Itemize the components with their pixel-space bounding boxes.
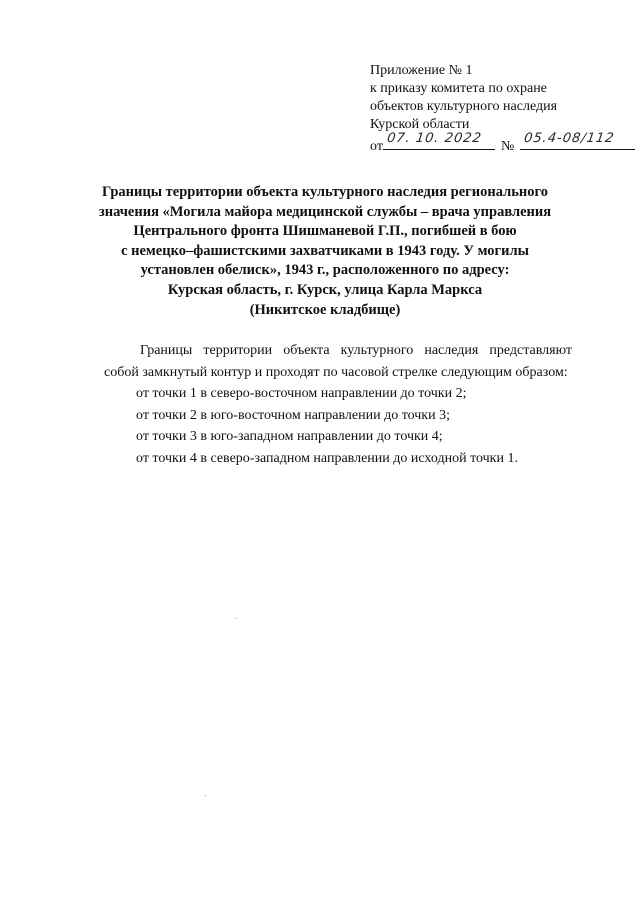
document-body: [104, 340, 572, 470]
title-line: установлен обелиск», 1943 г., расположенного по адресу:: [140, 262, 510, 279]
order-number-field: [520, 131, 635, 150]
appendix-committee: объектов культурного наследия: [370, 99, 558, 114]
appendix-order-reference: к приказу комитета по охране: [370, 81, 547, 96]
title-line: Центрального фронта Шишманевой Г.П., погибшей в бою: [133, 223, 517, 240]
document-title: [60, 183, 590, 320]
from-label: от: [370, 139, 383, 154]
boundary-description-paragraph: Границы территории объекта культурного наследия представляют собой замкнутый контур и проходят по часовой стрелке следующим образом:: [104, 343, 572, 380]
list-item: от точки 1 в северо-восточном направлении до точки 2;: [136, 386, 467, 402]
appendix-number: Приложение № 1: [370, 63, 473, 78]
list-item: от точки 3 в юго-западном направлении до точки 4;: [136, 429, 443, 445]
order-number-handwritten: 05.4-08/112: [523, 131, 616, 146]
boundary-points-list: [104, 383, 572, 469]
list-item: от точки 4 в северо-западном направлении до исходной точки 1.: [136, 450, 518, 466]
appendix-region: Курской области: [370, 117, 470, 132]
list-item: от точки 2 в юго-восточном направлении до точки 3;: [136, 407, 450, 423]
scan-speck: [236, 618, 237, 619]
order-date-handwritten: 07. 10. 2022: [385, 131, 483, 146]
title-line: (Никитское кладбище): [249, 301, 401, 318]
order-date-number-line: [370, 131, 620, 156]
title-line: Курская область, г. Курск, улица Карла Маркса: [167, 281, 483, 298]
appendix-header: [370, 62, 620, 156]
title-line: значения «Могила майора медицинской службы – врача управления: [98, 203, 552, 220]
number-label: №: [500, 139, 515, 154]
title-line: с немецко–фашистскими захватчиками в 1943 году. У могилы: [121, 242, 529, 259]
order-date-field: [383, 131, 495, 150]
title-line: Границы территории объекта культурного наследия регионального: [102, 184, 548, 200]
scan-speck: [205, 795, 206, 796]
